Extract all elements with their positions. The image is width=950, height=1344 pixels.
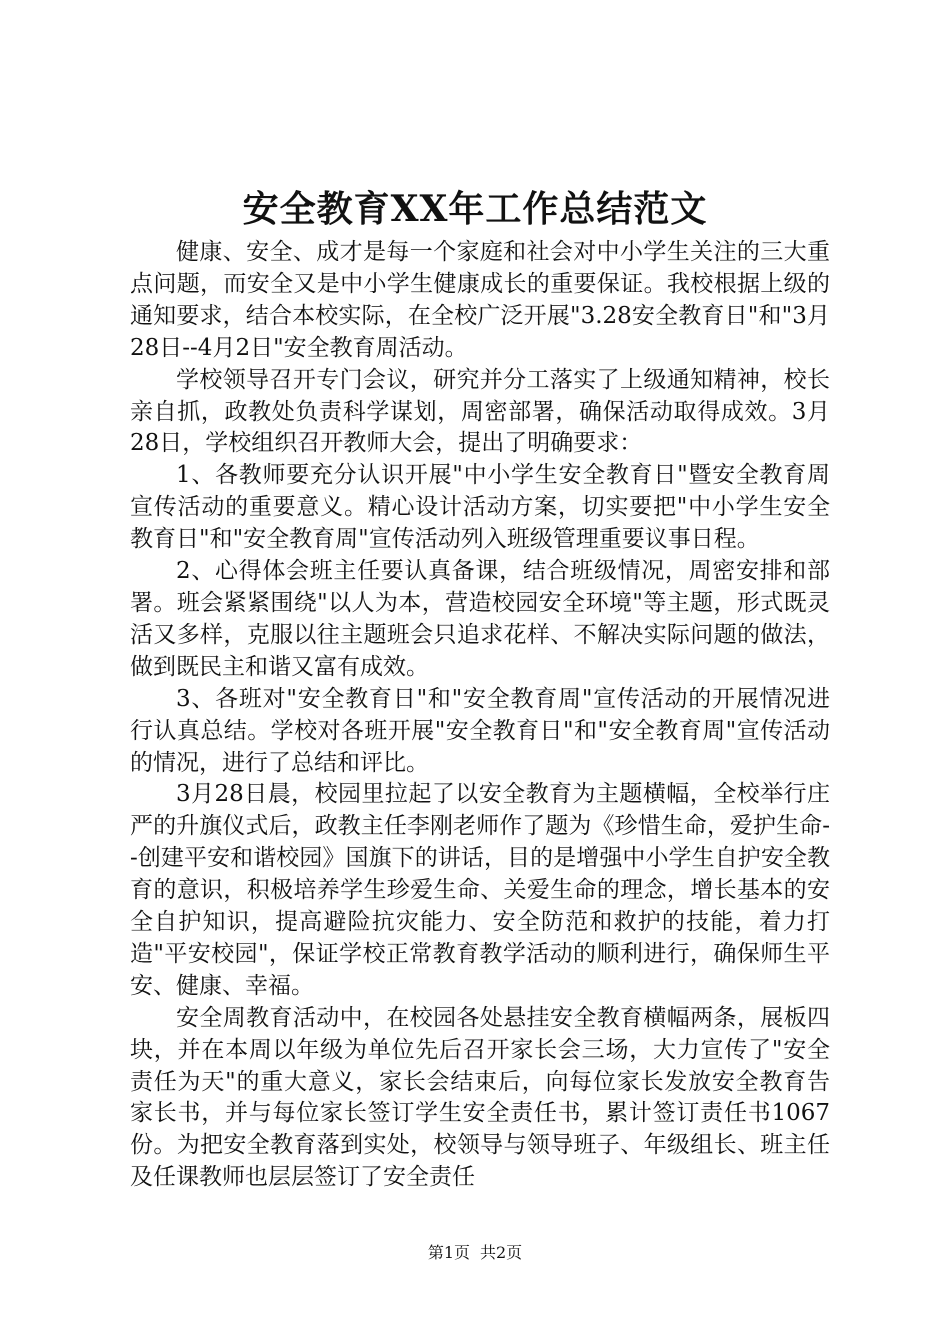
page-number: 第1页 (427, 1243, 470, 1262)
page-footer (0, 1242, 950, 1264)
list-item-2: 2、心得体会班主任要认真备课，结合班级情况，周密安排和部署。班会紧紧围绕"以人为本，营造校园安全环境"等主题，形式既灵活又多样，克服以往主题班会只追求花样、不解决实际问题的做法，做到既民主和谐又富有成效。 (130, 558, 830, 680)
list-item-3: 3、各班对"安全教育日"和"安全教育周"宣传活动的开展情况进行认真总结。学校对各班开展"安全教育日"和"安全教育周"宣传活动的情况，进行了总结和评比。 (130, 685, 830, 776)
document-body (130, 237, 830, 1194)
paragraph-flag-ceremony: 3月28日晨，校园里拉起了以安全教育为主题横幅，全校举行庄严的升旗仪式后，政教主任李刚老师作了题为《珍惜生命，爱护生命--创建平安和谐校园》国旗下的讲话，目的是增强中小学生自护安全教育的意识，积极培养学生珍爱生命、关爱生命的理念，增长基本的安全自护知识，提高避险抗灾能力、安全防范和救护的技能，着力打造"平安校园"，保证学校正常教育教学活动的顺利进行，确保师生平安、健康、幸福。 (130, 781, 830, 999)
document-title: 安全教育XX年工作总结范文 (242, 188, 708, 230)
paragraph-safety-week: 安全周教育活动中，在校园各处悬挂安全教育横幅两条，展板四块，并在本周以年级为单位先后召开家长会三场，大力宣传了"安全责任为天"的重大意义，家长会结束后，向每位家长发放安全教育告家长书，并与每位家长签订学生安全责任书，累计签订责任书1067份。为把安全教育落到实处，校领导与领导班子、年级组长、班主任及任课教师也层层签订了安全责任 (130, 1004, 830, 1191)
page-total: 共2页 (480, 1243, 523, 1262)
paragraph-intro: 健康、安全、成才是每一个家庭和社会对中小学生关注的三大重点问题，而安全又是中小学生健康成长的重要保证。我校根据上级的通知要求，结合本校实际，在全校广泛开展"3.28安全教育日"和"3月28日--4月2日"安全教育周活动。 (130, 239, 830, 361)
paragraph-meeting: 学校领导召开专门会议，研究并分工落实了上级通知精神，校长亲自抓，政教处负责科学谋划，周密部署，确保活动取得成效。3月28日，学校组织召开教师大会，提出了明确要求： (130, 366, 830, 457)
list-item-1: 1、各教师要充分认识开展"中小学生安全教育日"暨安全教育周宣传活动的重要意义。精心设计活动方案，切实要把"中小学生安全教育日"和"安全教育周"宣传活动列入班级管理重要议事日程。 (130, 462, 830, 553)
